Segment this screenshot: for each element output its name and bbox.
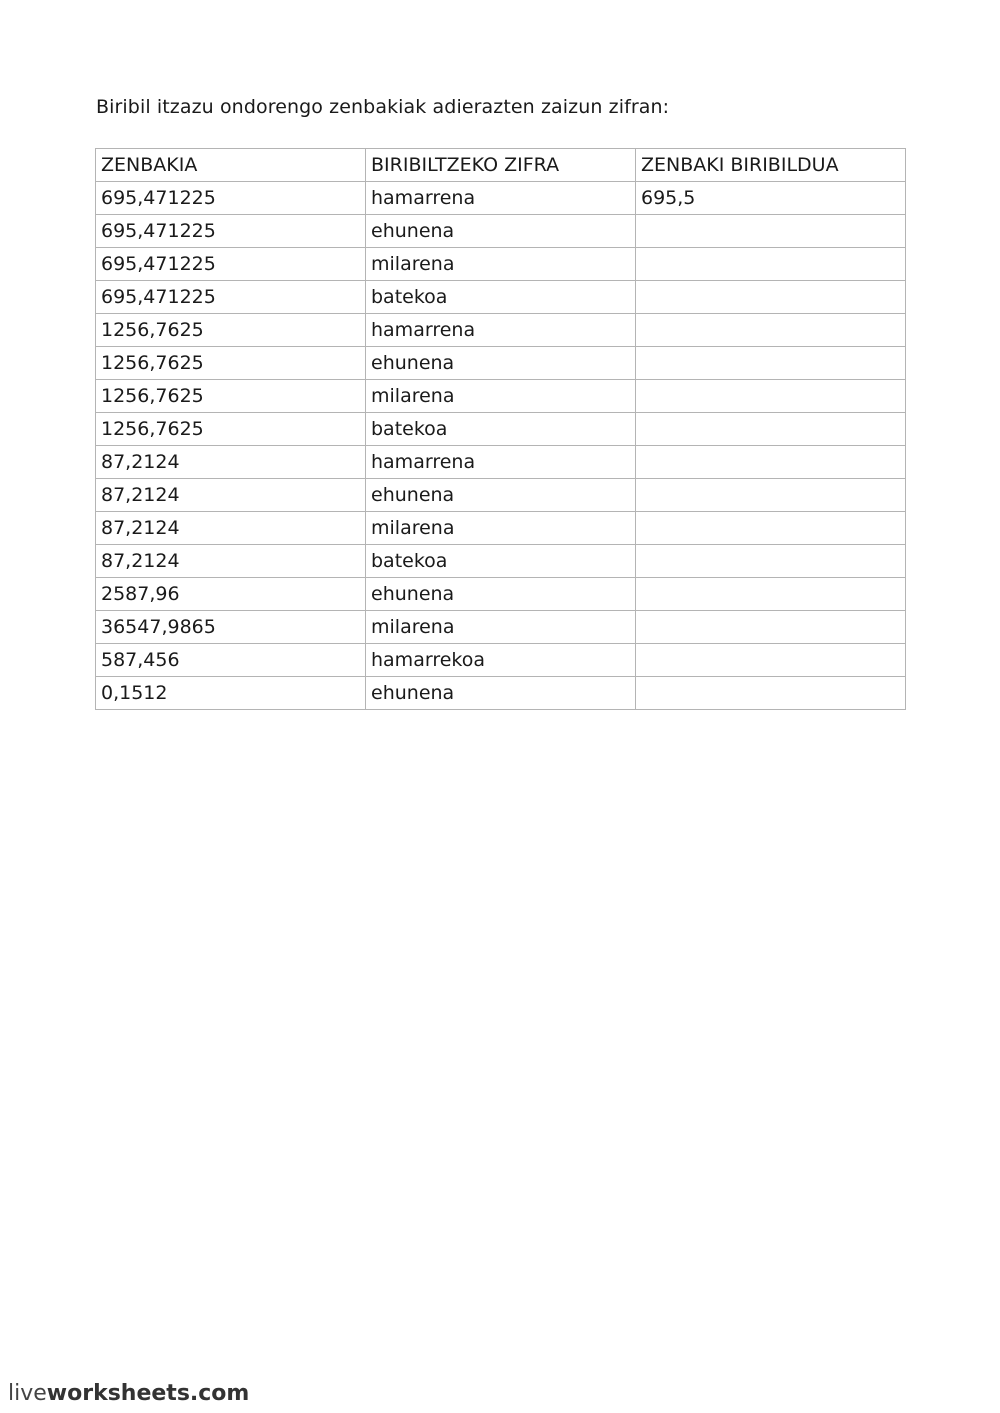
digit-cell: hamarrekoa bbox=[366, 644, 636, 677]
digit-cell: milarena bbox=[366, 512, 636, 545]
digit-cell: milarena bbox=[366, 611, 636, 644]
answer-field[interactable] bbox=[636, 380, 906, 413]
digit-cell: hamarrena bbox=[366, 182, 636, 215]
digit-cell: ehunena bbox=[366, 578, 636, 611]
number-cell: 695,471225 bbox=[96, 248, 366, 281]
logo-bold-text: worksheets.com bbox=[46, 1381, 250, 1406]
answer-field[interactable] bbox=[636, 578, 906, 611]
number-cell: 1256,7625 bbox=[96, 347, 366, 380]
answer-field[interactable] bbox=[636, 248, 906, 281]
answer-field[interactable]: 695,5 bbox=[636, 182, 906, 215]
table-row bbox=[96, 578, 906, 611]
table-row bbox=[96, 611, 906, 644]
table-row bbox=[96, 446, 906, 479]
number-cell: 1256,7625 bbox=[96, 314, 366, 347]
table-row bbox=[96, 281, 906, 314]
answer-field[interactable] bbox=[636, 347, 906, 380]
digit-cell: batekoa bbox=[366, 413, 636, 446]
table-row bbox=[96, 215, 906, 248]
digit-cell: ehunena bbox=[366, 347, 636, 380]
table-header-row bbox=[96, 149, 906, 182]
answer-field[interactable] bbox=[636, 545, 906, 578]
logo-light-text: live bbox=[8, 1381, 47, 1406]
digit-cell: hamarrena bbox=[366, 446, 636, 479]
number-cell: 87,2124 bbox=[96, 446, 366, 479]
column-header-digit: BIRIBILTZEKO ZIFRA bbox=[366, 149, 636, 182]
number-cell: 87,2124 bbox=[96, 512, 366, 545]
digit-cell: ehunena bbox=[366, 479, 636, 512]
answer-field[interactable] bbox=[636, 215, 906, 248]
table-row bbox=[96, 479, 906, 512]
answer-field[interactable] bbox=[636, 677, 906, 710]
number-cell: 1256,7625 bbox=[96, 380, 366, 413]
answer-field[interactable] bbox=[636, 413, 906, 446]
instruction-text: Biribil itzazu ondorengo zenbakiak adierazten zaizun zifran: bbox=[96, 96, 670, 118]
number-cell: 87,2124 bbox=[96, 479, 366, 512]
number-cell: 2587,96 bbox=[96, 578, 366, 611]
table-row bbox=[96, 314, 906, 347]
column-header-rounded: ZENBAKI BIRIBILDUA bbox=[636, 149, 906, 182]
digit-cell: batekoa bbox=[366, 281, 636, 314]
answer-field[interactable] bbox=[636, 611, 906, 644]
table-row bbox=[96, 512, 906, 545]
digit-cell: ehunena bbox=[366, 215, 636, 248]
digit-cell: batekoa bbox=[366, 545, 636, 578]
number-cell: 87,2124 bbox=[96, 545, 366, 578]
number-cell: 0,1512 bbox=[96, 677, 366, 710]
table-row bbox=[96, 545, 906, 578]
table-row bbox=[96, 644, 906, 677]
answer-field[interactable] bbox=[636, 479, 906, 512]
answer-field[interactable] bbox=[636, 446, 906, 479]
table-row bbox=[96, 677, 906, 710]
number-cell: 1256,7625 bbox=[96, 413, 366, 446]
answer-field[interactable] bbox=[636, 281, 906, 314]
rounding-table bbox=[95, 148, 906, 710]
column-header-number: ZENBAKIA bbox=[96, 149, 366, 182]
table-row bbox=[96, 347, 906, 380]
digit-cell: milarena bbox=[366, 380, 636, 413]
table-row bbox=[96, 182, 906, 215]
number-cell: 695,471225 bbox=[96, 182, 366, 215]
number-cell: 695,471225 bbox=[96, 215, 366, 248]
answer-field[interactable] bbox=[636, 512, 906, 545]
digit-cell: hamarrena bbox=[366, 314, 636, 347]
table-row bbox=[96, 380, 906, 413]
table-row bbox=[96, 413, 906, 446]
answer-field[interactable] bbox=[636, 644, 906, 677]
digit-cell: ehunena bbox=[366, 677, 636, 710]
table-row bbox=[96, 248, 906, 281]
number-cell: 695,471225 bbox=[96, 281, 366, 314]
number-cell: 36547,9865 bbox=[96, 611, 366, 644]
answer-field[interactable] bbox=[636, 314, 906, 347]
number-cell: 587,456 bbox=[96, 644, 366, 677]
digit-cell: milarena bbox=[366, 248, 636, 281]
liveworksheets-logo bbox=[8, 1380, 249, 1408]
